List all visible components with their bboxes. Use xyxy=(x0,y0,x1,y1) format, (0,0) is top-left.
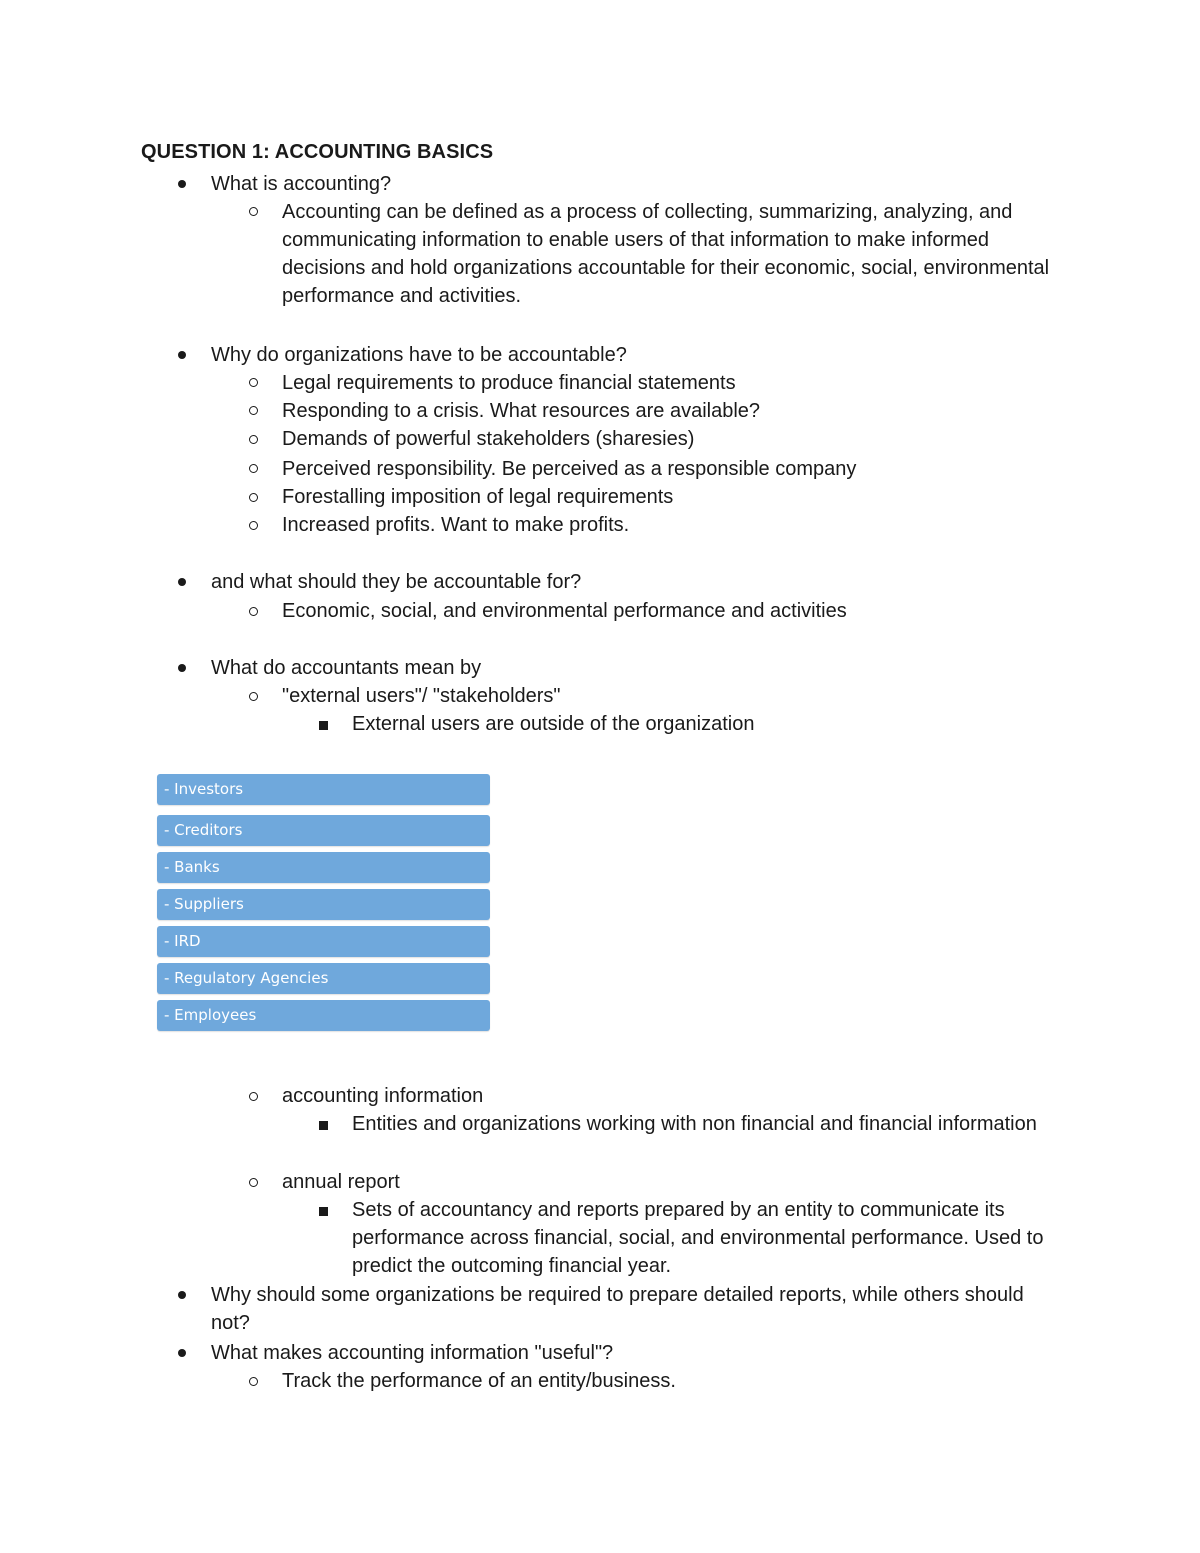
stakeholder-chip-employees: - Employees xyxy=(157,1000,490,1031)
bullet-icon xyxy=(178,180,186,188)
circle-bullet-icon xyxy=(249,435,258,444)
circle-bullet-icon xyxy=(249,406,258,415)
reason-item: Forestalling imposition of legal requirements xyxy=(282,486,674,508)
question-useful-information: What makes accounting information "useful"? xyxy=(211,1342,614,1364)
circle-bullet-icon xyxy=(249,378,258,387)
stakeholder-chip-investors: - Investors xyxy=(157,774,490,805)
circle-bullet-icon xyxy=(249,1377,258,1386)
square-bullet-icon xyxy=(319,1207,328,1216)
definition-annual-report: Sets of accountancy and reports prepared by an entity to communicate its performance across financial, social, and environmental performance. Used to predict the outcoming financial year. xyxy=(352,1199,1044,1277)
bullet-icon xyxy=(178,1291,186,1299)
answer-accountable-for: Economic, social, and environmental performance and activities xyxy=(282,600,847,622)
definition-accounting-information: Entities and organizations working with non financial and financial information xyxy=(352,1113,1037,1135)
question-detailed-reports: Why should some organizations be required to prepare detailed reports, while others should not? xyxy=(211,1284,1024,1334)
term-annual-report: annual report xyxy=(282,1171,400,1193)
reason-item: Legal requirements to produce financial statements xyxy=(282,372,736,394)
stakeholder-chip-suppliers: - Suppliers xyxy=(157,889,490,920)
circle-bullet-icon xyxy=(249,207,258,216)
circle-bullet-icon xyxy=(249,607,258,616)
stakeholder-chip-ird: - IRD xyxy=(157,926,490,957)
question-what-is-accounting: What is accounting? xyxy=(211,173,392,195)
reason-item: Increased profits. Want to make profits. xyxy=(282,514,630,536)
bullet-icon xyxy=(178,664,186,672)
bullet-icon xyxy=(178,1349,186,1357)
stakeholder-chip-creditors: - Creditors xyxy=(157,815,490,846)
reason-item: Perceived responsibility. Be perceived as a responsible company xyxy=(282,458,857,480)
circle-bullet-icon xyxy=(249,493,258,502)
bullet-icon xyxy=(178,578,186,586)
answer-useful-information: Track the performance of an entity/business. xyxy=(282,1370,676,1392)
circle-bullet-icon xyxy=(249,692,258,701)
circle-bullet-icon xyxy=(249,1092,258,1101)
stakeholder-chip-regulatory-agencies: - Regulatory Agencies xyxy=(157,963,490,994)
term-accounting-information: accounting information xyxy=(282,1085,484,1107)
term-external-users: "external users"/ "stakeholders" xyxy=(282,685,561,707)
bullet-icon xyxy=(178,351,186,359)
circle-bullet-icon xyxy=(249,464,258,473)
stakeholder-chip-banks: - Banks xyxy=(157,852,490,883)
circle-bullet-icon xyxy=(249,1178,258,1187)
answer-accounting-definition: Accounting can be defined as a process of collecting, summarizing, analyzing, and communicating information to enable users of that information to make informed decisions and hold organizations accountable for their economic, social, environmental performance and activities. xyxy=(282,201,1050,307)
square-bullet-icon xyxy=(319,1121,328,1130)
reason-item: Demands of powerful stakeholders (sharesies) xyxy=(282,428,695,450)
square-bullet-icon xyxy=(319,721,328,730)
question-what-accountants-mean: What do accountants mean by xyxy=(211,657,482,679)
page-title: QUESTION 1: ACCOUNTING BASICS xyxy=(141,141,494,163)
circle-bullet-icon xyxy=(249,521,258,530)
reason-item: Responding to a crisis. What resources are available? xyxy=(282,400,761,422)
question-accountable-for: and what should they be accountable for? xyxy=(211,571,582,593)
question-why-accountable: Why do organizations have to be accountable? xyxy=(211,344,627,366)
definition-external-users: External users are outside of the organization xyxy=(352,713,755,735)
